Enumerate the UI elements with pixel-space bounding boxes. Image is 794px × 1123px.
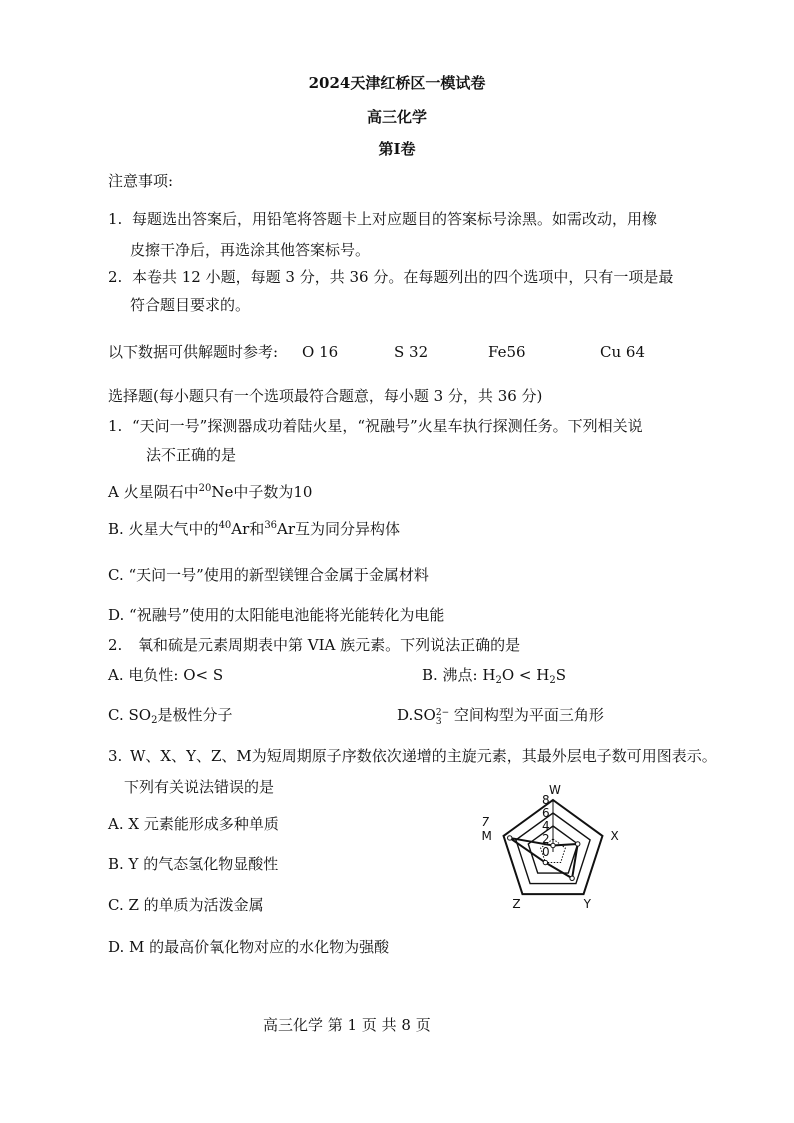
q3-option-d: D. M 的最高价氧化物对应的水化物为强酸 xyxy=(108,938,390,956)
page-footer: 高三化学 第 1 页 共 8 页 xyxy=(263,1016,431,1034)
q2-option-b: B. 沸点: $H_2O < H_2S$ xyxy=(422,666,566,686)
note-2-number: 2. xyxy=(108,268,123,286)
reference-oxygen: O 16 xyxy=(302,343,339,361)
q2-option-a: A. 电负性: O< S xyxy=(108,666,224,684)
radar-point-X xyxy=(576,842,580,846)
note-1-number: 1. xyxy=(108,210,123,228)
radar-label-Y: Y xyxy=(583,897,591,912)
note-2-line1: 本卷共 12 小题，每题 3 分，共 36 分。在每题列出的四个选项中，只有一项是最 xyxy=(132,268,674,286)
radar-point-Z xyxy=(543,860,547,864)
q3-stem-line2: 下列有关说法错误的是 xyxy=(124,778,275,796)
notes-heading: 注意事项: xyxy=(108,172,174,190)
q1-option-c: C. “天问一号”使用的新型镁锂合金属于金属材料 xyxy=(108,566,429,584)
volume-title: 第Ⅰ卷 xyxy=(378,140,416,158)
radar-scale-tick-0: 0 xyxy=(542,845,550,859)
q3-stem-line1: W、X、Y、Z、M为短周期原子序数依次递增的主旋元素，其最外层电子数可用图表示。 xyxy=(130,747,717,765)
q1-option-a: A 火星陨石中$^{20}$Ne中子数为10 xyxy=(108,483,313,501)
note-2-line2: 符合题目要求的。 xyxy=(130,296,251,314)
note-1-line2: 皮擦干净后，再选涂其他答案标号。 xyxy=(130,241,371,259)
radar-label-X: X xyxy=(610,828,619,843)
radar-point-Y xyxy=(570,876,574,880)
radar-scale-tick-4: 4 xyxy=(542,819,550,833)
q3-option-a: A. X 元素能形成多种单质 xyxy=(108,815,279,833)
q2-number: 2. xyxy=(108,636,123,654)
q1-option-d: D. “祝融号”使用的太阳能电池能将光能转化为电能 xyxy=(108,606,445,624)
q1-stem-line1: “天问一号”探测器成功着陆火星，“祝融号”火星车执行探测任务。下列相关说 xyxy=(132,417,643,435)
reference-sulfur: S 32 xyxy=(394,343,429,361)
reference-copper: Cu 64 xyxy=(600,343,645,361)
subject-title: 高三化学 xyxy=(366,108,427,126)
section-heading: 选择题(每小题只有一个选项最符合题意，每小题 3 分，共 36 分) xyxy=(108,387,543,405)
reference-label: 以下数据可供解题时参考: xyxy=(108,343,279,361)
reference-iron: Fe56 xyxy=(488,343,526,361)
q3-option-b: B. Y 的气态氢化物显酸性 xyxy=(108,855,279,873)
q2-option-d: D.SO 2− 3 空间构型为平面三角形 xyxy=(397,706,604,727)
q3-option-c: C. Z 的单质为活泼金属 xyxy=(108,896,264,914)
radar-label-Z: Z xyxy=(512,897,521,912)
radar-point-W xyxy=(551,843,555,847)
q1-stem-line2: 法不正确的是 xyxy=(146,446,237,464)
q3-number: 3. xyxy=(108,747,123,765)
radar-scale-tick-2: 2 xyxy=(542,832,550,846)
radar-label-M: M xyxy=(481,828,492,843)
radar-scale-tick-6: 6 xyxy=(542,806,550,820)
q1-number: 1. xyxy=(108,417,123,435)
radar-label-W: W xyxy=(549,783,561,797)
electron-radar-chart xyxy=(480,782,645,932)
q2-stem: 氧和硫是元素周期表中第 VIA 族元素。下列说法正确的是 xyxy=(138,636,521,654)
q1-option-b: B. 火星大气中的$^{40}$Ar和$^{36}$Ar互为同分异构体 xyxy=(108,520,401,538)
exam-title: 2024天津红桥区一模试卷 xyxy=(308,74,486,92)
q2-option-c: C. $SO_2$是极性分子 xyxy=(108,706,233,726)
radar-scale-tick-8: 8 xyxy=(542,793,550,807)
radar-point-M xyxy=(508,836,512,840)
radar-value-label-M: 7 xyxy=(481,814,490,829)
note-1-line1: 每题选出答案后，用铅笔将答题卡上对应题目的答案标号涂黑。如需改动，用橡 xyxy=(132,210,658,228)
